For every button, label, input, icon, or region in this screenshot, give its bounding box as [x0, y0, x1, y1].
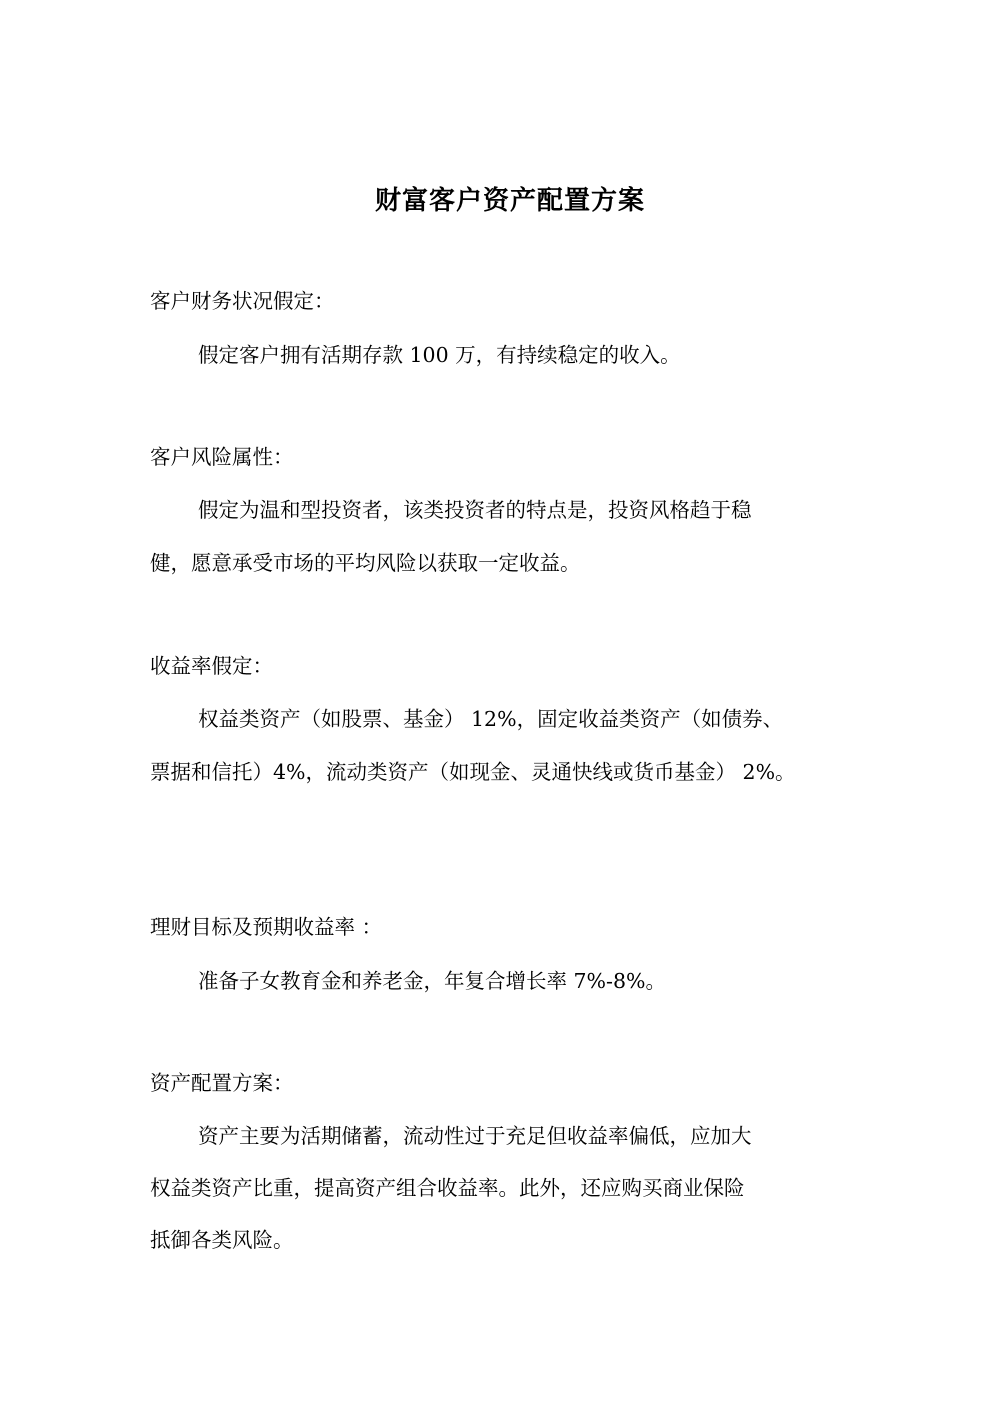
paragraph-line: 抵御各类风险。 — [150, 1228, 294, 1252]
paragraph-line: 健，愿意承受市场的平均风险以获取一定收益。 — [150, 551, 581, 575]
section-heading-risk-profile: 客户风险属性： — [150, 445, 294, 469]
paragraph-line: 资产主要为活期储蓄，流动性过于充足但收益率偏低，应加大 — [198, 1124, 752, 1148]
paragraph-line: 假定为温和型投资者，该类投资者的特点是，投资风格趋于稳 — [198, 498, 752, 522]
section-heading-goals: 理财目标及预期收益率 ： — [150, 915, 383, 939]
paragraph-line: 准备子女教育金和养老金，年复合增长率 7%-8%。 — [198, 969, 666, 993]
section-heading-financial-status: 客户财务状况假定： — [150, 289, 335, 313]
page-title: 财富客户资产配置方案 — [374, 186, 645, 216]
paragraph-line: 假定客户拥有活期存款 100 万，有持续稳定的收入。 — [198, 343, 681, 367]
paragraph-line: 权益类资产比重，提高资产组合收益率。此外，还应购买商业保险 — [150, 1176, 745, 1200]
section-heading-allocation-plan: 资产配置方案： — [150, 1071, 294, 1095]
section-heading-return-assumptions: 收益率假定： — [150, 654, 273, 678]
paragraph-line: 票据和信托）4%，流动类资产（如现金、灵通快线或货币基金） 2%。 — [150, 760, 796, 784]
paragraph-line: 权益类资产（如股票、基金） 12%，固定收益类资产（如债券、 — [198, 707, 784, 731]
